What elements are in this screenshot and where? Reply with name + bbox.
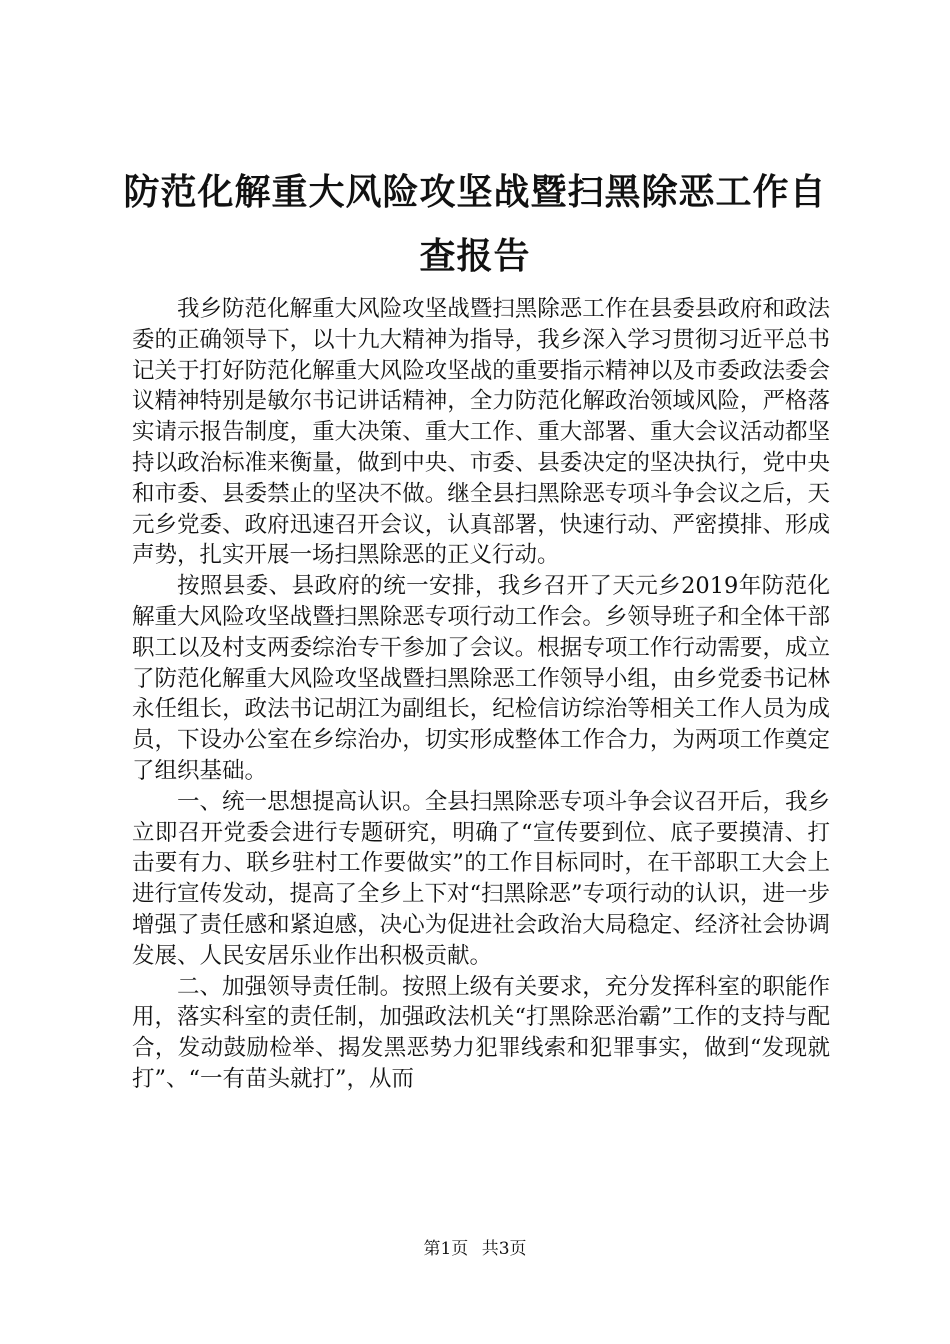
- paragraph-2: 按照县委、县政府的统一安排，我乡召开了天元乡2019年防范化解重大风险攻坚战暨扫黑除恶专项行动工作会。乡领导班子和全体干部职工以及村支两委综治专干参加了会议。根据专项工作行动需要，成立了防范化解重大风险攻坚战暨扫黑除恶工作领导小组，由乡党委书记林永任组长，政法书记胡江为副组长，纪检信访综治等相关工作人员为成员，下设办公室在乡综治办，切实形成整体工作合力，为两项工作奠定了组织基础。: [132, 573, 830, 784]
- page-footer: [0, 1238, 950, 1260]
- paragraph-4: 二、加强领导责任制。按照上级有关要求，充分发挥科室的职能作用，落实科室的责任制，加强政法机关“打黑除恶治霸”工作的支持与配合，发动鼓励检举、揭发黑恶势力犯罪线索和犯罪事实，做到“发现就打”、“一有苗头就打”，从而: [132, 973, 831, 1092]
- paragraph-3: 一、统一思想提高认识。全县扫黑除恶专项斗争会议召开后，我乡立即召开党委会进行专题研究，明确了“宣传要到位、底子要摸清、打击要有力、联乡驻村工作要做实”的工作目标同时，在干部职工大会上进行宣传发动，提高了全乡上下对“扫黑除恶”专项行动的认识，进一步增强了责任感和紧迫感，决心为促进社会政治大局稳定、经济社会协调发展、人民安居乐业作出积极贡献。: [132, 788, 831, 969]
- page-number: 第1页: [423, 1239, 469, 1259]
- document-title: 防范化解重大风险攻坚战暨扫黑除恶工作自查报告: [123, 171, 827, 277]
- document-body: [132, 294, 830, 1095]
- paragraph-1: 我乡防范化解重大风险攻坚战暨扫黑除恶工作在县委县政府和政法委的正确领导下，以十九大精神为指导，我乡深入学习贯彻习近平总书记关于打好防范化解重大风险攻坚战的重要指示精神以及市委政法委会议精神特别是敏尔书记讲话精神，全力防范化解政治领域风险，严格落实请示报告制度，重大决策、重大工作、重大部署、重大会议活动都坚持以政治标准来衡量，做到中央、市委、县委决定的坚决执行，党中央和市委、县委禁止的坚决不做。继全县扫黑除恶专项斗争会议之后，天元乡党委、政府迅速召开会议，认真部署，快速行动、严密摸排、形成声势，扎实开展一场扫黑除恶的正义行动。: [132, 296, 830, 569]
- page-total: 共3页: [481, 1239, 527, 1259]
